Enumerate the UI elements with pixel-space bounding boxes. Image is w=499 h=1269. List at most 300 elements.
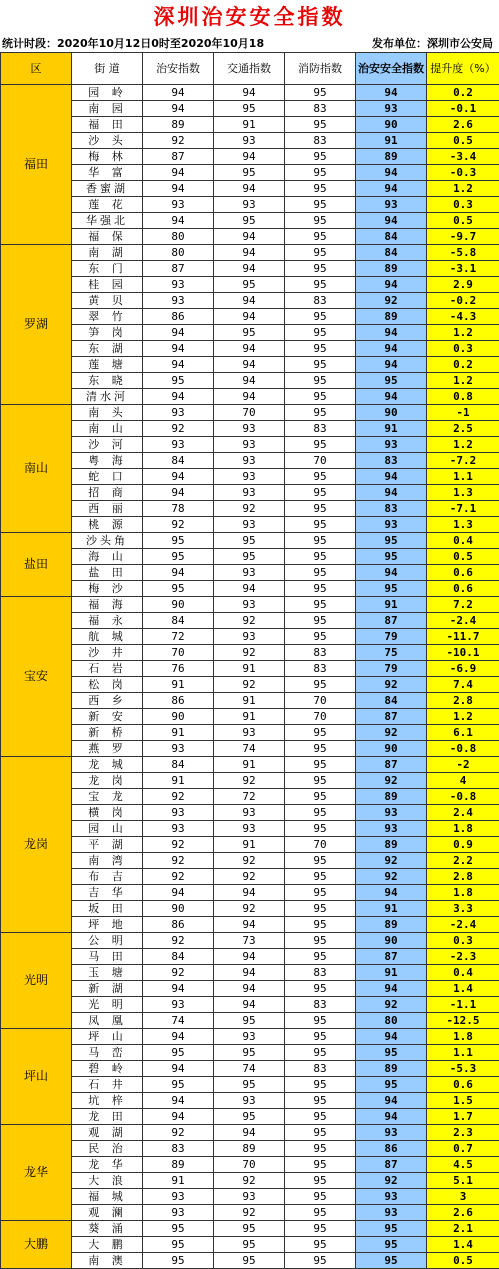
safety-index-cell: 94	[356, 357, 427, 373]
security-cell: 95	[143, 581, 214, 597]
traffic-cell: 94	[214, 357, 285, 373]
fire-cell: 83	[285, 965, 356, 981]
lift-cell: 0.6	[427, 581, 499, 597]
safety-index-cell: 91	[356, 597, 427, 613]
safety-index-cell: 95	[356, 373, 427, 389]
street-cell: 公 明	[72, 933, 143, 949]
safety-index-cell: 79	[356, 661, 427, 677]
lift-cell: -0.8	[427, 789, 499, 805]
traffic-cell: 91	[214, 693, 285, 709]
district-cell: 宝安	[1, 597, 72, 757]
period-label: 统计时段：2020年10月12日0时至2020年10月18	[2, 37, 265, 50]
traffic-cell: 94	[214, 997, 285, 1013]
street-cell: 东 门	[72, 261, 143, 277]
security-cell: 94	[143, 85, 214, 101]
safety-index-cell: 91	[356, 901, 427, 917]
district-cell: 南山	[1, 405, 72, 533]
lift-cell: -10.1	[427, 645, 499, 661]
table-row	[1, 965, 499, 981]
traffic-cell: 89	[214, 1141, 285, 1157]
security-cell: 95	[143, 1221, 214, 1237]
safety-index-cell: 92	[356, 997, 427, 1013]
safety-index-cell: 84	[356, 693, 427, 709]
traffic-cell: 94	[214, 917, 285, 933]
fire-cell: 83	[285, 997, 356, 1013]
traffic-cell: 72	[214, 789, 285, 805]
header-district: 区	[1, 53, 72, 85]
fire-cell: 95	[285, 789, 356, 805]
security-cell: 93	[143, 741, 214, 757]
fire-cell: 95	[285, 805, 356, 821]
lift-cell: -0.2	[427, 293, 499, 309]
street-cell: 沙 河	[72, 437, 143, 453]
fire-cell: 70	[285, 837, 356, 853]
traffic-cell: 93	[214, 469, 285, 485]
street-cell: 盐 田	[72, 565, 143, 581]
street-cell: 吉 华	[72, 885, 143, 901]
traffic-cell: 91	[214, 117, 285, 133]
table-row	[1, 1013, 499, 1029]
security-cell: 93	[143, 405, 214, 421]
fire-cell: 95	[285, 725, 356, 741]
traffic-cell: 93	[214, 805, 285, 821]
security-cell: 72	[143, 629, 214, 645]
traffic-cell: 95	[214, 1237, 285, 1253]
safety-index-cell: 94	[356, 213, 427, 229]
street-cell: 光 明	[72, 997, 143, 1013]
fire-cell: 95	[285, 1029, 356, 1045]
street-cell: 坪 山	[72, 1029, 143, 1045]
safety-index-cell: 93	[356, 437, 427, 453]
table-row	[1, 1045, 499, 1061]
traffic-cell: 95	[214, 277, 285, 293]
lift-cell: 0.5	[427, 1253, 499, 1269]
fire-cell: 95	[285, 277, 356, 293]
table-row	[1, 181, 499, 197]
street-cell: 玉 塘	[72, 965, 143, 981]
table-row	[1, 645, 499, 661]
lift-cell: 2.8	[427, 693, 499, 709]
safety-index-cell: 90	[356, 405, 427, 421]
lift-cell: 2.4	[427, 805, 499, 821]
security-cell: 94	[143, 565, 214, 581]
safety-index-cell: 94	[356, 325, 427, 341]
safety-index-cell: 94	[356, 1093, 427, 1109]
traffic-cell: 95	[214, 1109, 285, 1125]
security-cell: 95	[143, 1253, 214, 1269]
fire-cell: 95	[285, 309, 356, 325]
security-cell: 70	[143, 645, 214, 661]
street-cell: 南 园	[72, 101, 143, 117]
fire-cell: 95	[285, 757, 356, 773]
traffic-cell: 94	[214, 389, 285, 405]
street-cell: 新 安	[72, 709, 143, 725]
security-cell: 90	[143, 597, 214, 613]
street-cell: 燕 罗	[72, 741, 143, 757]
lift-cell: 0.4	[427, 533, 499, 549]
safety-index-cell: 95	[356, 581, 427, 597]
security-cell: 94	[143, 357, 214, 373]
table-row	[1, 741, 499, 757]
header-security-index: 治安指数	[143, 53, 214, 85]
safety-index-cell: 90	[356, 741, 427, 757]
table-row	[1, 517, 499, 533]
safety-index-cell: 94	[356, 981, 427, 997]
fire-cell: 95	[285, 613, 356, 629]
fire-cell: 95	[285, 1221, 356, 1237]
lift-cell: 1.1	[427, 469, 499, 485]
fire-cell: 95	[285, 885, 356, 901]
street-cell: 福 海	[72, 597, 143, 613]
fire-cell: 95	[285, 165, 356, 181]
fire-cell: 95	[285, 245, 356, 261]
traffic-cell: 93	[214, 1093, 285, 1109]
safety-index-cell: 91	[356, 421, 427, 437]
table-row	[1, 1157, 499, 1173]
security-cell: 84	[143, 757, 214, 773]
traffic-cell: 92	[214, 901, 285, 917]
traffic-cell: 94	[214, 581, 285, 597]
lift-cell: 1.1	[427, 1045, 499, 1061]
safety-index-cell: 94	[356, 885, 427, 901]
fire-cell: 95	[285, 357, 356, 373]
lift-cell: 2.6	[427, 117, 499, 133]
fire-cell: 95	[285, 597, 356, 613]
street-cell: 横 岗	[72, 805, 143, 821]
lift-cell: 2.1	[427, 1221, 499, 1237]
traffic-cell: 95	[214, 549, 285, 565]
security-cell: 87	[143, 261, 214, 277]
lift-cell: -2.4	[427, 917, 499, 933]
security-cell: 94	[143, 1109, 214, 1125]
safety-index-cell: 94	[356, 181, 427, 197]
district-cell: 盐田	[1, 533, 72, 597]
street-cell: 莲 花	[72, 197, 143, 213]
street-cell: 松 岗	[72, 677, 143, 693]
safety-index-cell: 89	[356, 917, 427, 933]
table-row	[1, 869, 499, 885]
traffic-cell: 93	[214, 1029, 285, 1045]
safety-index-cell: 94	[356, 277, 427, 293]
fire-cell: 95	[285, 821, 356, 837]
table-row	[1, 165, 499, 181]
table-row	[1, 1109, 499, 1125]
fire-cell: 95	[285, 549, 356, 565]
fire-cell: 95	[285, 933, 356, 949]
fire-cell: 95	[285, 373, 356, 389]
security-cell: 93	[143, 277, 214, 293]
safety-index-cell: 95	[356, 533, 427, 549]
safety-index-cell: 93	[356, 1125, 427, 1141]
street-cell: 南 湾	[72, 853, 143, 869]
district-cell: 光明	[1, 933, 72, 1029]
street-cell: 桃 源	[72, 517, 143, 533]
table-row	[1, 341, 499, 357]
table-row	[1, 613, 499, 629]
security-cell: 86	[143, 917, 214, 933]
security-cell: 94	[143, 485, 214, 501]
lift-cell: -3.1	[427, 261, 499, 277]
meta-bar	[0, 35, 499, 52]
traffic-cell: 94	[214, 293, 285, 309]
safety-index-cell: 92	[356, 725, 427, 741]
traffic-cell: 92	[214, 645, 285, 661]
street-cell: 园 岭	[72, 85, 143, 101]
table-row	[1, 1093, 499, 1109]
safety-index-cell: 94	[356, 165, 427, 181]
safety-index-cell: 92	[356, 677, 427, 693]
safety-index-cell: 89	[356, 837, 427, 853]
security-cell: 93	[143, 1205, 214, 1221]
table-row	[1, 469, 499, 485]
traffic-cell: 91	[214, 661, 285, 677]
table-row	[1, 789, 499, 805]
fire-cell: 95	[285, 405, 356, 421]
lift-cell: 1.5	[427, 1093, 499, 1109]
table-row	[1, 85, 499, 101]
street-cell: 招 商	[72, 485, 143, 501]
street-cell: 黄 贝	[72, 293, 143, 309]
safety-index-cell: 87	[356, 1157, 427, 1173]
lift-cell: -12.5	[427, 1013, 499, 1029]
security-cell: 95	[143, 373, 214, 389]
lift-cell: 2.5	[427, 421, 499, 437]
fire-cell: 95	[285, 981, 356, 997]
street-cell: 新 桥	[72, 725, 143, 741]
traffic-cell: 94	[214, 181, 285, 197]
lift-cell: 2.6	[427, 1205, 499, 1221]
traffic-cell: 95	[214, 1045, 285, 1061]
header-lift: 提升度（%）	[427, 53, 499, 85]
header-row	[1, 53, 499, 85]
table-row	[1, 1237, 499, 1253]
security-cell: 95	[143, 533, 214, 549]
fire-cell: 95	[285, 1109, 356, 1125]
security-cell: 90	[143, 901, 214, 917]
safety-index-cell: 94	[356, 389, 427, 405]
street-cell: 南 湖	[72, 245, 143, 261]
street-cell: 蛇 口	[72, 469, 143, 485]
traffic-cell: 70	[214, 1157, 285, 1173]
table-row	[1, 1173, 499, 1189]
fire-cell: 95	[285, 1173, 356, 1189]
street-cell: 清水河	[72, 389, 143, 405]
street-cell: 梅 沙	[72, 581, 143, 597]
lift-cell: 0.6	[427, 1077, 499, 1093]
safety-index-cell: 89	[356, 309, 427, 325]
table-row	[1, 1077, 499, 1093]
table-row	[1, 853, 499, 869]
traffic-cell: 92	[214, 1173, 285, 1189]
fire-cell: 83	[285, 133, 356, 149]
traffic-cell: 92	[214, 869, 285, 885]
traffic-cell: 94	[214, 981, 285, 997]
table-row	[1, 357, 499, 373]
fire-cell: 95	[285, 1013, 356, 1029]
street-cell: 福 保	[72, 229, 143, 245]
table-row	[1, 629, 499, 645]
traffic-cell: 93	[214, 453, 285, 469]
fire-cell: 95	[285, 1157, 356, 1173]
fire-cell: 83	[285, 661, 356, 677]
district-cell: 龙岗	[1, 757, 72, 933]
traffic-cell: 95	[214, 165, 285, 181]
district-cell: 龙华	[1, 1125, 72, 1221]
street-cell: 桂 园	[72, 277, 143, 293]
traffic-cell: 91	[214, 757, 285, 773]
safety-index-cell: 93	[356, 197, 427, 213]
street-cell: 粤 海	[72, 453, 143, 469]
fire-cell: 95	[285, 149, 356, 165]
fire-cell: 95	[285, 869, 356, 885]
fire-cell: 95	[285, 229, 356, 245]
table-row	[1, 933, 499, 949]
lift-cell: 1.2	[427, 437, 499, 453]
security-cell: 92	[143, 933, 214, 949]
lift-cell: 6.1	[427, 725, 499, 741]
safety-index-cell: 94	[356, 469, 427, 485]
security-cell: 91	[143, 773, 214, 789]
street-cell: 大 浪	[72, 1173, 143, 1189]
lift-cell: 1.2	[427, 709, 499, 725]
lift-cell: 0.4	[427, 965, 499, 981]
table-row	[1, 1125, 499, 1141]
table-row	[1, 661, 499, 677]
street-cell: 福 田	[72, 117, 143, 133]
fire-cell: 95	[285, 517, 356, 533]
safety-index-cell: 75	[356, 645, 427, 661]
security-cell: 91	[143, 1173, 214, 1189]
lift-cell: 1.4	[427, 981, 499, 997]
street-cell: 凤 凰	[72, 1013, 143, 1029]
table-row	[1, 213, 499, 229]
security-cell: 95	[143, 1077, 214, 1093]
traffic-cell: 92	[214, 677, 285, 693]
district-cell: 坪山	[1, 1029, 72, 1125]
security-cell: 94	[143, 1029, 214, 1045]
traffic-cell: 93	[214, 437, 285, 453]
street-cell: 马 田	[72, 949, 143, 965]
traffic-cell: 94	[214, 885, 285, 901]
street-cell: 龙 华	[72, 1157, 143, 1173]
table-row	[1, 885, 499, 901]
safety-index-cell: 95	[356, 1045, 427, 1061]
lift-cell: 4.5	[427, 1157, 499, 1173]
safety-index-cell: 89	[356, 149, 427, 165]
street-cell: 笋 岗	[72, 325, 143, 341]
safety-index-cell: 95	[356, 549, 427, 565]
security-cell: 91	[143, 725, 214, 741]
safety-index-cell: 83	[356, 501, 427, 517]
lift-cell: 1.7	[427, 1109, 499, 1125]
fire-cell: 95	[285, 1205, 356, 1221]
table-row	[1, 709, 499, 725]
fire-cell: 95	[285, 1141, 356, 1157]
table-row	[1, 437, 499, 453]
lift-cell: -0.1	[427, 101, 499, 117]
lift-cell: -2.3	[427, 949, 499, 965]
table-row	[1, 1205, 499, 1221]
street-cell: 沙头角	[72, 533, 143, 549]
fire-cell: 95	[285, 1093, 356, 1109]
traffic-cell: 94	[214, 245, 285, 261]
fire-cell: 95	[285, 677, 356, 693]
safety-index-cell: 87	[356, 949, 427, 965]
fire-cell: 95	[285, 1189, 356, 1205]
security-cell: 94	[143, 165, 214, 181]
traffic-cell: 95	[214, 1253, 285, 1269]
safety-index-cell: 94	[356, 1029, 427, 1045]
table-row	[1, 1141, 499, 1157]
lift-cell: -5.3	[427, 1061, 499, 1077]
lift-cell: -0.3	[427, 165, 499, 181]
street-cell: 西 丽	[72, 501, 143, 517]
street-cell: 布 吉	[72, 869, 143, 885]
street-cell: 坪 地	[72, 917, 143, 933]
street-cell: 龙 城	[72, 757, 143, 773]
street-cell: 福 永	[72, 613, 143, 629]
lift-cell: 4	[427, 773, 499, 789]
street-cell: 马 峦	[72, 1045, 143, 1061]
table-row	[1, 261, 499, 277]
page-title: 深圳治安安全指数	[153, 5, 346, 29]
safety-index-cell: 95	[356, 1221, 427, 1237]
fire-cell: 95	[285, 741, 356, 757]
table-row	[1, 277, 499, 293]
street-cell: 南 头	[72, 405, 143, 421]
traffic-cell: 95	[214, 533, 285, 549]
traffic-cell: 94	[214, 341, 285, 357]
traffic-cell: 93	[214, 485, 285, 501]
header-traffic-index: 交通指数	[214, 53, 285, 85]
table-row	[1, 821, 499, 837]
traffic-cell: 93	[214, 517, 285, 533]
security-cell: 87	[143, 149, 214, 165]
table-row	[1, 725, 499, 741]
lift-cell: 0.5	[427, 213, 499, 229]
fire-cell: 95	[285, 949, 356, 965]
lift-cell: -9.7	[427, 229, 499, 245]
fire-cell: 95	[285, 629, 356, 645]
security-cell: 94	[143, 981, 214, 997]
safety-index-cell: 91	[356, 965, 427, 981]
security-cell: 92	[143, 789, 214, 805]
traffic-cell: 94	[214, 149, 285, 165]
safety-index-cell: 94	[356, 485, 427, 501]
district-cell: 罗湖	[1, 245, 72, 405]
table-row	[1, 229, 499, 245]
table-row	[1, 101, 499, 117]
traffic-cell: 93	[214, 597, 285, 613]
security-cell: 86	[143, 309, 214, 325]
safety-index-cell: 90	[356, 117, 427, 133]
table-row	[1, 373, 499, 389]
table-row	[1, 149, 499, 165]
table-row	[1, 805, 499, 821]
lift-cell: 0.3	[427, 933, 499, 949]
safety-index-cell: 93	[356, 821, 427, 837]
fire-cell: 70	[285, 709, 356, 725]
safety-index-cell: 95	[356, 1237, 427, 1253]
table-row	[1, 581, 499, 597]
security-cell: 86	[143, 693, 214, 709]
table-body	[1, 85, 499, 1269]
security-cell: 92	[143, 965, 214, 981]
lift-cell: 0.2	[427, 85, 499, 101]
fire-cell: 95	[285, 437, 356, 453]
safety-index-cell: 92	[356, 1173, 427, 1189]
lift-cell: 1.3	[427, 485, 499, 501]
